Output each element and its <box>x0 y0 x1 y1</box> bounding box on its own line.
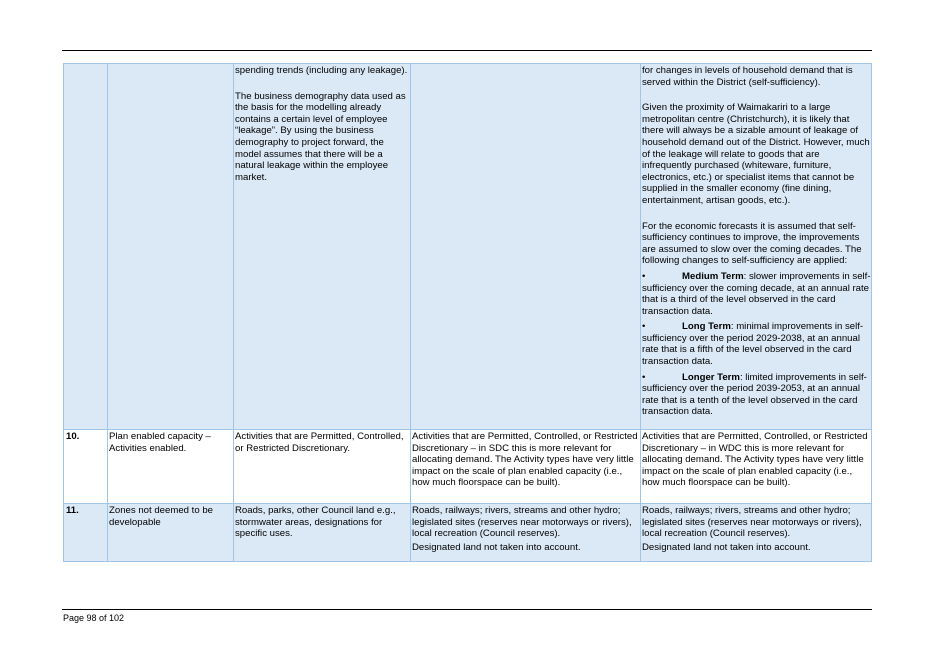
row-number: 11. <box>64 504 108 562</box>
row-number-cell <box>64 64 108 430</box>
bullet-text <box>642 321 871 367</box>
bullet-description: : limited improvements in self-sufficiency over the period 2039-2053, at an annual rate that is a tenth of the level observed in the card transaction data. <box>642 371 867 418</box>
bullet-text <box>642 372 871 418</box>
bullet-item <box>642 372 871 418</box>
bullet-text <box>642 271 871 317</box>
page-number: Page 98 of 102 <box>63 613 125 623</box>
sdc-detail-cell <box>411 64 641 430</box>
paragraph: Roads, railways; rivers, streams and other hydro; legislated sites (reserves near motorways or rivers), local recreation (Council reserves). <box>412 505 632 540</box>
row-label-cell <box>108 64 234 430</box>
methodology-table <box>63 63 872 562</box>
bullet-term: Medium Term <box>682 270 744 282</box>
paragraph: for changes in levels of household demand that is served within the District (self-sufficiency). <box>642 65 853 88</box>
paragraph: Designated land not taken into account. <box>642 541 811 553</box>
table-row-10 <box>64 430 872 504</box>
row-label: Plan enabled capacity – Activities enabled. <box>108 430 234 504</box>
wdc-detail-cell: Activities that are Permitted, Controlled, or Restricted Discretionary – in WDC this is more relevant for allocating demand. The Activity types have very little impact on the scale of plan enabled capacity (i.e., how much floorspace can be built). <box>641 430 872 504</box>
sdc-detail-cell: Activities that are Permitted, Controlled, or Restricted Discretionary – in SDC this is more relevant for allocating demand. The Activity types have very little impact on the scale of plan enabled capacity (i.e., how much floorspace can be built). <box>411 430 641 504</box>
bullet-item <box>642 321 871 367</box>
bullet-item <box>642 271 871 317</box>
paragraph: Roads, railways; rivers, streams and other hydro; legislated sites (reserves near motorways or rivers), local recreation (Council reserves). <box>642 505 862 540</box>
sdc-detail-cell <box>411 504 641 562</box>
row-label: Zones not deemed to be developable <box>108 504 234 562</box>
table-row-continued <box>64 64 872 430</box>
wdc-detail-cell <box>641 504 872 562</box>
sdc-method-cell: Activities that are Permitted, Controlled, or Restricted Discretionary. <box>234 430 411 504</box>
header-rule <box>62 50 872 51</box>
sdc-method-cell: Roads, parks, other Council land e.g., stormwater areas, designations for specific uses. <box>234 504 411 562</box>
paragraph: The business demography data used as the basis for the modelling already contains a certain level of employee “leakage”. By using the business demography to project forward, the model assumes that there will be a natural leakage within the employee market. <box>235 90 406 183</box>
bullet-description: : slower improvements in self-sufficiency over the coming decade, at an annual rate that is a third of the level observed in the card transaction data. <box>642 270 871 317</box>
sdc-method-cell <box>234 64 411 430</box>
bullet-term: Long Term <box>682 321 731 333</box>
bullet-term: Longer Term <box>682 371 740 383</box>
footer-rule <box>62 609 872 610</box>
paragraph: Designated land not taken into account. <box>412 541 581 553</box>
paragraph: spending trends (including any leakage). <box>235 65 408 76</box>
wdc-detail-cell <box>641 64 872 430</box>
bullet-icon: • <box>642 270 646 282</box>
row-number: 10. <box>64 430 108 504</box>
bullet-icon: • <box>642 321 646 333</box>
table-row-11 <box>64 504 872 562</box>
paragraph: Given the proximity of Waimakariri to a large metropolitan centre (Christchurch), it is likely that there will always be a sizable amount of leakage of household demand out of the District. However, much of the leakage will relate to goods that are infrequently purchased (whiteware, furniture, electronics, etc.) or specialist items that cannot be supplied in the smaller economy (fine dining, entertainment, artisan goods, etc.). <box>642 102 870 206</box>
bullet-description: : minimal improvements in self-sufficiency over the period 2029-2038, at an annual rate that is a fifth of the level observed in the card transaction data. <box>642 321 864 368</box>
paragraph: For the economic forecasts it is assumed that self-sufficiency continues to improve, the improvements are assumed to slow over the coming decades. The following changes to self-sufficiency are applied: <box>642 220 862 267</box>
bullet-icon: • <box>642 371 646 383</box>
